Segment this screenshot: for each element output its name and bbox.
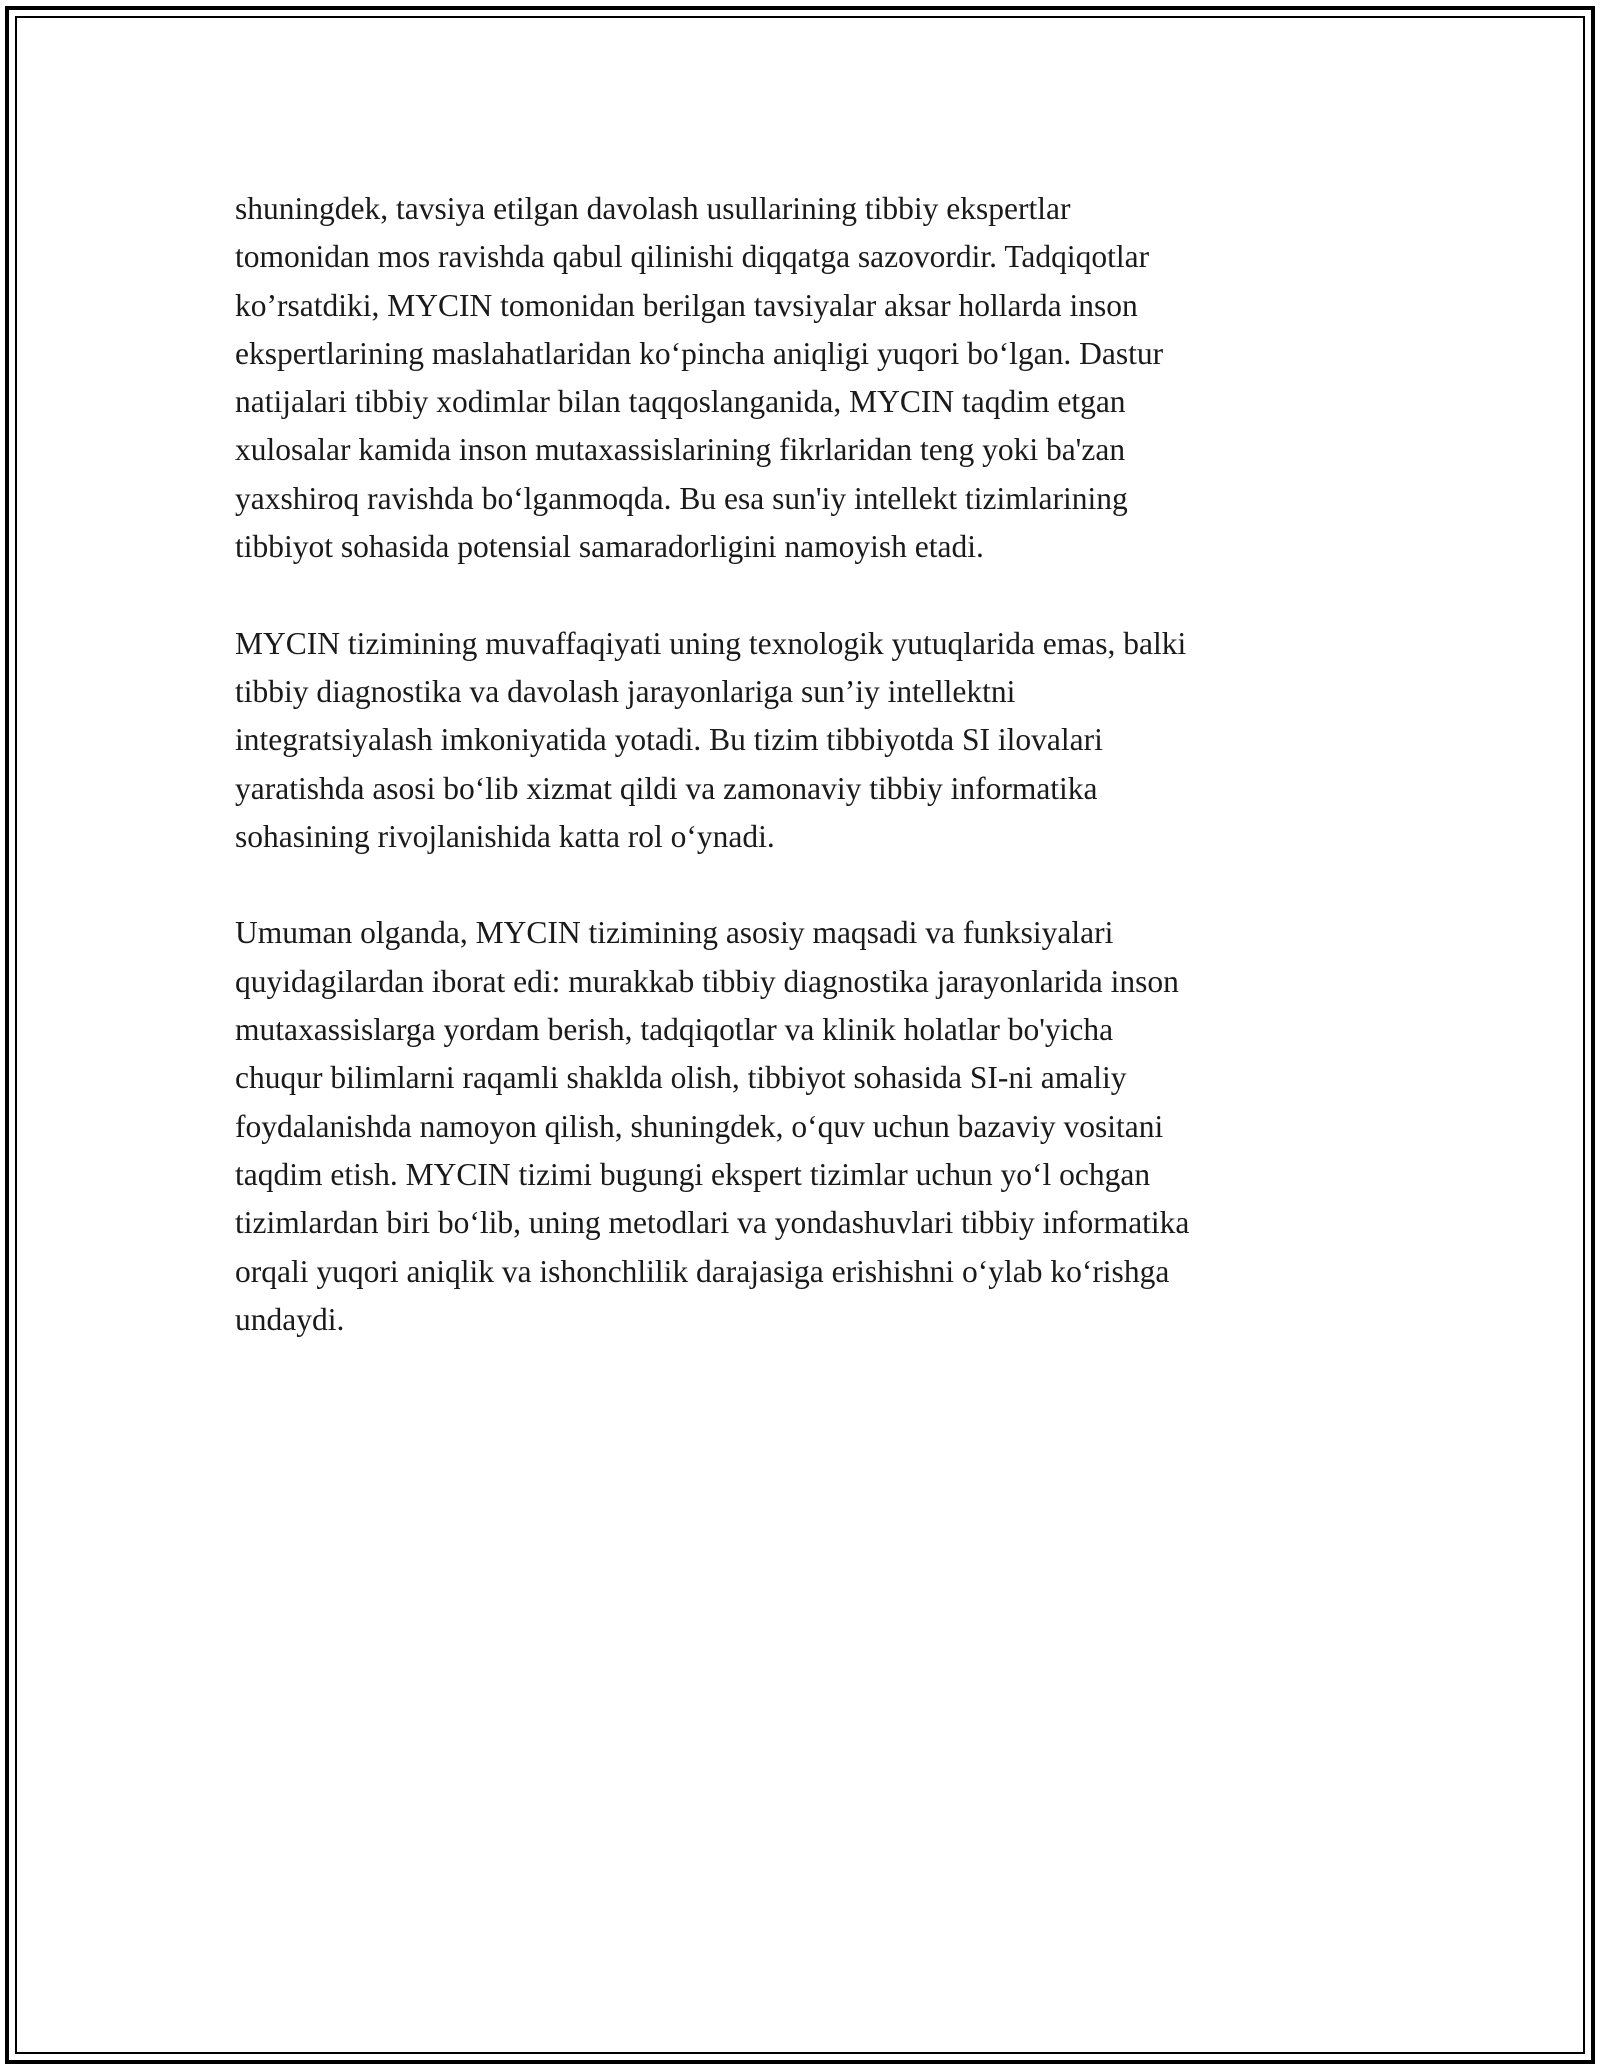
paragraph-2: MYCIN tizimining muvaffaqiyati uning texnologik yutuqlarida emas, balki tibbiy diagnostika va davolash jarayonlariga sun’iy intellektni integratsiyalash imkoniyatida yotadi. Bu tizim tibbiyotda SI ilovalari yaratishda asosi bo‘lib xizmat qildi va zamonaviy tibbiy informatika sohasining rivojlanishida katta rol o‘ynadi. [235,625,1187,854]
paragraph-1: shuningdek, tavsiya etilgan davolash usullarining tibbiy ekspertlar tomonidan mos ravishda qabul qilinishi diqqatga sazovordir. Tadqiqotlar ko’rsatdiki, MYCIN tomonidan berilgan tavsiyalar aksar hollarda inson ekspertlarining maslahatlaridan ko‘pincha aniqligi yuqori bo‘lgan. Dastur natijalari tibbiy xodimlar bilan taqqoslanganida, MYCIN taqdim etgan xulosalar kamida inson mutaxassislarining fikrlaridan teng yoki ba'zan yaxshiroq ravishda bo‘lganmoqda. Bu esa sun'iy intellekt tizimlarining tibbiyot sohasida potensial samaradorligini namoyish etadi. [235,191,1164,565]
paragraph-3: Umuman olganda, MYCIN tizimining asosiy maqsadi va funksiyalari quyidagilardan iborat edi: murakkab tibbiy diagnostika jarayonlarida inson mutaxassislarga yordam berish, tadqiqotlar va klinik holatlar bo'yicha chuqur bilimlarni raqamli shaklda olish, tibbiyot sohasida SI-ni amaliy foydalanishda namoyon qilish, shuningdek, o‘quv uchun bazaviy vositani taqdim etish. MYCIN tizimi bugungi ekspert tizimlar uchun yo‘l ochgan tizimlardan biri bo‘lib, uning metodlari va yondashuvlari tibbiy informatika orqali yuqori aniqlik va ishonchlilik darajasiga erishishni o‘ylab ko‘rishga undaydi. [235,915,1190,1337]
document-body [235,185,1365,1392]
